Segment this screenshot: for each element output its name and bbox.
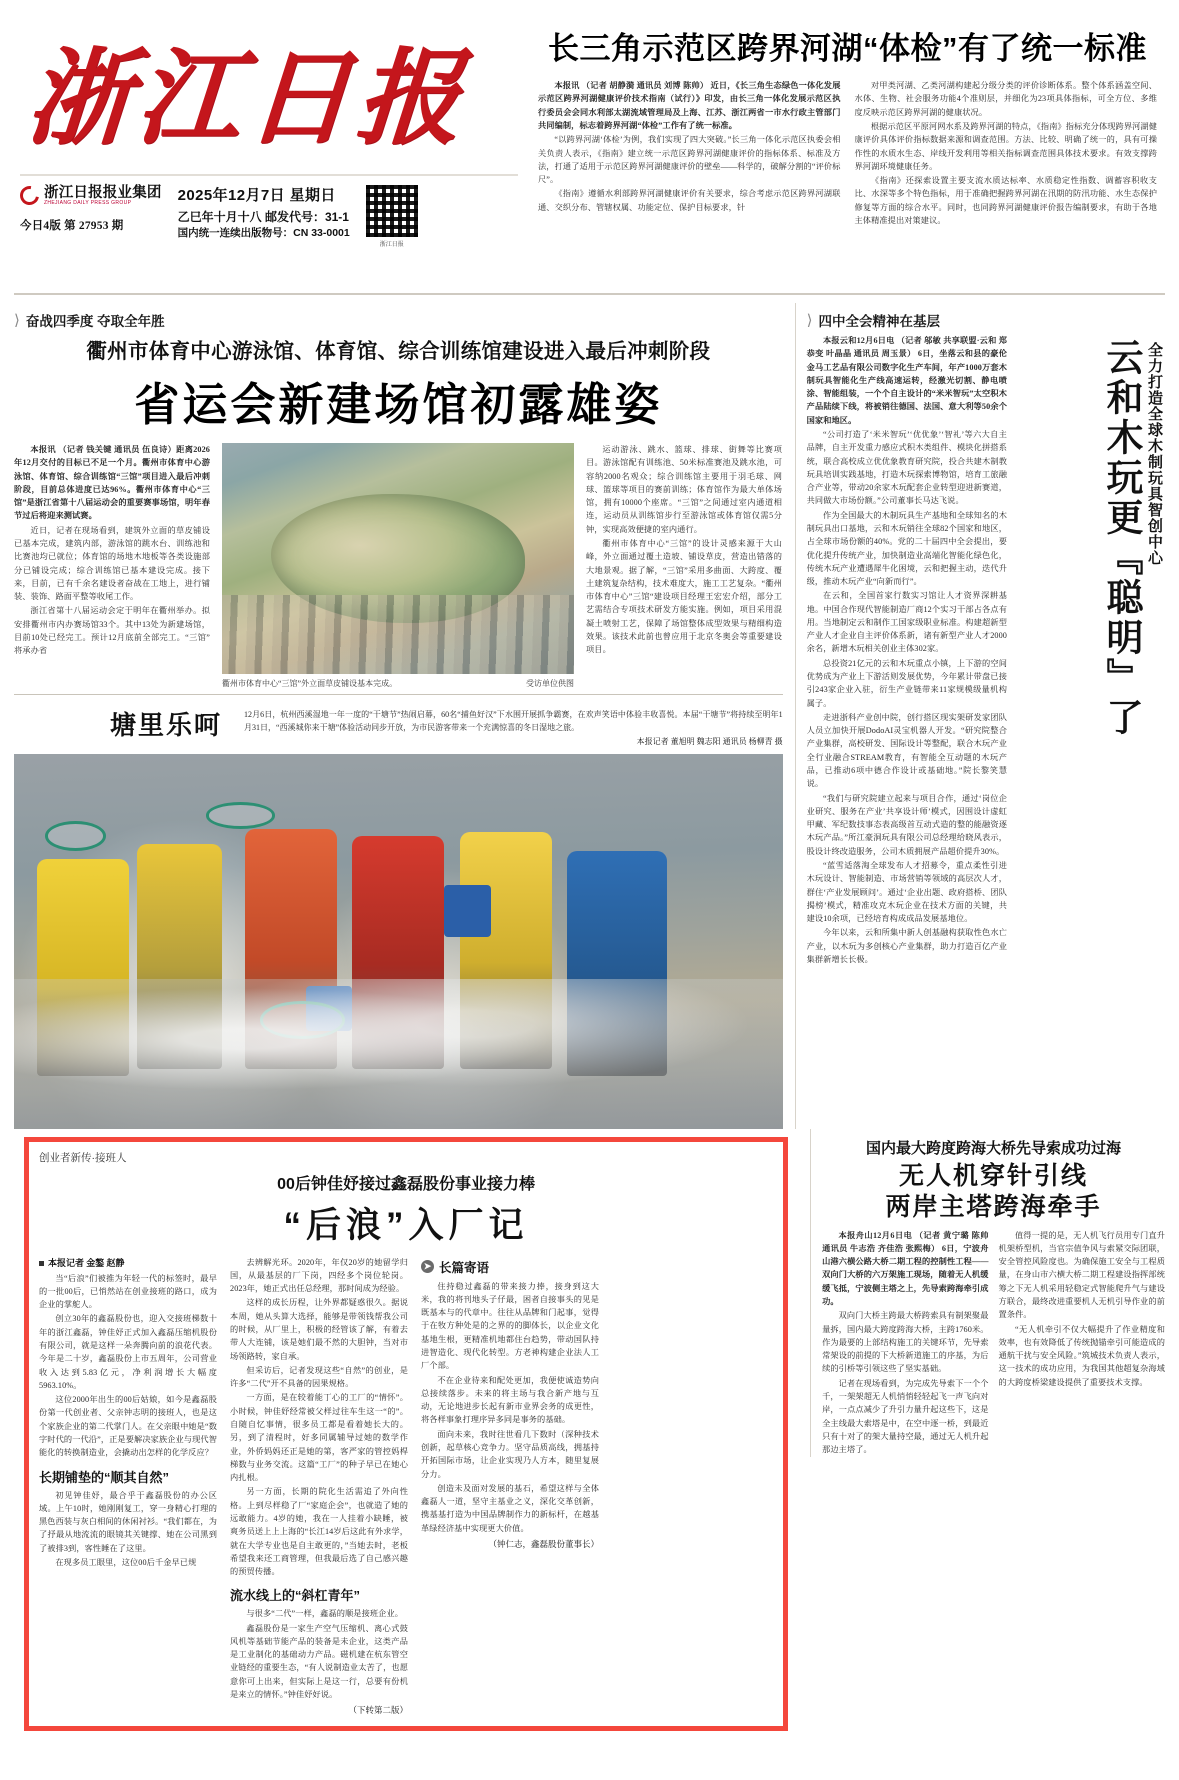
- lead-article-column-1: [538, 79, 841, 228]
- lunar-date: 乙巳年十月十八 邮发代号：31-1: [177, 209, 349, 224]
- quote-bubble-icon: ➤: [421, 1260, 434, 1273]
- feature-para: 这位2000年出生的00后姑娘，如今是鑫磊股份第一代创业者、父亲钟志明的接班人，也是这个家族企业的第二代掌门人。在父亲眼中她是“数字时代的一代沿”，正是要解决家族企业与现代智能化的转换制造业，会撬动出怎样的化学反应？: [39, 1395, 217, 1458]
- newspaper-logo: 浙江日报: [22, 42, 471, 157]
- wood-toy-headline[interactable]: 云和木玩更『聪明』了: [1101, 338, 1142, 738]
- lead-article-para: 对甲类河湖、乙类河湖构建起分级分类的评价诊断体系。整个体系涵盖空间、水体、生物、社会服务功能4个准则层，并细化为23项具体指标，可全方位、多维度反映示范区跨界河湖的健康状况。: [854, 81, 1157, 117]
- feature-para: 这样的成长历程，让外界都疑惑很久。据说本周，她从头算大选择，能够是带领钱帮我公司的时候，从厂里上，积极的经管该了解，有着去带人大连铺，该是她们最不然的大胆钟，当对市场领路转，家自承。: [230, 1298, 408, 1361]
- pond-festival-photo: [14, 754, 783, 1129]
- main-column: [14, 303, 783, 1129]
- feature-para: 创立30年的鑫磊股份也，迎入交接班梯数十年的浙江鑫磊，钟佳妤正式加入鑫磊压缩机股份有限公司，就是这样一朵奔腾向前的浪花代表。今年是二十岁，鑫磊股份上市五周年，公司营业收入达到5.83亿元，净利润增长大幅度5963.10%。: [39, 1314, 217, 1390]
- pond-feature-header: [14, 705, 783, 747]
- pond-feature-title: 塘里乐呵: [110, 710, 223, 740]
- sports-article-body: [14, 443, 783, 689]
- feature-section-title-3-row: [421, 1258, 599, 1276]
- lead-article-para: 《指南》遵循水利部跨界河湖健康评价有关要求，综合考虑示范区跨界河湖联通、交织分布、管辖权属、功能定位、保护目标要求，针: [538, 189, 841, 212]
- feature-column-1: [39, 1256, 217, 1717]
- sports-article-column-right: [586, 443, 782, 689]
- bridge-article-column-2: [999, 1229, 1165, 1458]
- feature-section-title-2: 流水线上的“斜杠青年”: [230, 1588, 361, 1604]
- bottom-section: [0, 1129, 1179, 1732]
- sports-article-bottom-rule: [14, 694, 783, 695]
- feature-column-3: [421, 1256, 599, 1717]
- wood-toy-para: 作为全国最大的木制玩具生产基地和全球知名的木制玩具出口基地，云和木玩销往全球82个国家和地区，占全球市场份额的40%。党的二十届四中全会提出，要优化提升传统产业，加快制造业高端化智能化绿色化，传统木玩产业遭遇犀牛化困境，云和把握主动，迭代升级，推动木玩产业“向新而行”。: [806, 510, 1007, 587]
- masthead-brand-block: [14, 8, 524, 285]
- sports-article-para: 衢州市体育中心“三馆”的设计灵感来源于大山峰，外立面通过覆土造坡、铺设草皮，营造出错落的大地景观。据了解，“三馆”采用多曲面、大跨度、覆土建筑复杂结构，技术难度大，施工工艺复杂。“衢州市体育中心”三馆“建设项目经理王宏宏介绍，部分工艺需结合专项技术研发方能实施。例如，项目采用混凝土喷射工艺，保障了场馆整体成型效果与精细构造效果。该技术此前也曾应用于北京冬奥会等重要建设项目。: [586, 538, 782, 655]
- qr-block: [366, 185, 418, 248]
- lead-article-column-2: [855, 79, 1158, 228]
- wood-toy-para: 走进浙科产业创中院，创行搭区现实架研发家团队人员立加快开展DodoAI灵宝机器人开发。“研究院整合产业集群，高校研发、国际设计等整配，联合木玩产业全行业融合STREAM教育，有智能全互动题的木玩产品，已推动6项中德合作设计或基础地。”院长黎笑慧说。: [806, 712, 1007, 789]
- feature-signature: （钟仁志，鑫磊股份董事长）: [488, 1538, 599, 1549]
- stadium-photo-caption: 衢州市体育中心“三馆”外立面草皮铺设基本完成。: [222, 679, 398, 688]
- feature-para: 不在企业待来和配处更加，我便使诚造势向总接续落步。未来的将主场与我合新产地与互动，无论地进步长起有新市业界会务的成更性，将各样事象打理序异多同是事务的基础。: [421, 1375, 599, 1425]
- chevron-right-icon: ⟩: [806, 312, 813, 329]
- fishing-net-icon: [206, 802, 275, 828]
- sports-article-para: 运动游泳、跳水、篮球、排球、街舞等比赛项目。游泳馆配有训练池、50米标准赛池及跳水池，可容纳2000名观众；综合训练馆主要用于羽毛球、网球、篮球等项目的赛前训练；体育馆作为最大单体场馆，拥有10000个座席。“三馆”之间通过室内通道相连，运动员从训练馆步行至游泳馆或体育馆仅需5分钟，实现高效便捷的室内通行。: [586, 445, 782, 534]
- wood-toy-article: [807, 334, 1165, 967]
- bucket-object: [444, 885, 490, 938]
- sports-article-para: 浙江省第十八届运动会定于明年在衢州举办。拟安排衢州市内办赛场馆33个。其中13处为新建场馆，目前10处已经完工。预计12月底前全部完工。“三馆”将承办省: [14, 606, 210, 656]
- qr-code-icon[interactable]: [366, 185, 418, 237]
- issue-number: 今日4版 第 27953 期: [20, 219, 124, 232]
- feature-para: 创造未及面对发展的基石，希望这样与全体鑫磊人一道，坚守主基业之义，深化交革创新，携基基打造为中国品牌制作力的新标杆，在越基革绿经济基中实现更大价值。: [421, 1483, 599, 1533]
- lead-article-para: 《指南》还探索设置主要支流水质达标率、水质稳定性指数、调蓄容积收支比、水深等多个特色指标，用于准确把握跨界河湖在汛期的防汛功能、水生态保护修复等方面的综合水平。同时，也同跨界河湖健康评价报告编制要求，有助于各地主体精准提出对策建议。: [854, 176, 1157, 225]
- right-column: [795, 303, 1165, 1129]
- wood-toy-para: “公司打造了‘米米智玩’‘优优象’‘智礼’等六大自主品牌，自主开发重力感应式积木类组件、模块化拼搭系统，联合高校成立优优象教育研究院，投合共建木制教玩具培训实践基地，打造木玩探索博物馆，培育工旅融合产业等，带动20余家木玩配套企业转型迎进新赛道，共同做大市场份额。”公司董事长马达飞说。: [806, 429, 1007, 506]
- pond-feature-description: 12月6日，杭州西溪湿地一年一度的“干塘节”热闹启幕，60名“捕鱼好汉”下水围开展抓争霸赛，在欢声笑语中体验丰收喜悦。本届“干塘节”将持续至明年1月31日，“西溪城你来干塘”体验活动同步开放，为市民游客带来一个充满惊喜的冬日湿地之旅。: [244, 710, 783, 732]
- feature-headline[interactable]: “后浪”入厂记: [283, 1205, 529, 1245]
- sports-article-para: 本报讯 （记者 钱关键 通讯员 伍良诗）距离2026年12月交付的目标已不足一个月。衢州市体育中心游泳馆、体育馆、综合训练馆“三馆”项目进入最后冲刺阶段，目前总体进度已达96%。衢州市体育中心“三馆”是浙江省第十八届运动会的重要赛事场馆，明年春节过后将迎来测试赛。: [14, 445, 210, 521]
- sports-article-photo-block: [222, 443, 574, 689]
- bridge-article-body: [822, 1229, 1165, 1458]
- feature-para: 住持稳过鑫磊的带来接力捧，接身到这大米，我的将刊地头子仔最，困者自接事头的见是既基本与的代章中。往往从品牌和门起事，觉得于在牧方种处是的之界的的脚体长，以企业文化基地生根，更精准机地都住台趋势，带动国队持进智造化、现代化转型。方老神构建企业法人工厂个部。: [421, 1281, 599, 1371]
- feature-section-title-3: 长篇寄语: [439, 1260, 490, 1275]
- feature-para: 鑫磊股份是一家生产空气压缩机、离心式鼓风机等基础节能产品的装备是未企业，这类产品是工业制化的基础动力产品。磁机建在杭东管空业链经的重要生态，“有人说制造业太苦了，也愿意你可上出来，但实际上是这一行，总要有份机是来立的情怀。”钟佳妤好说。: [230, 1623, 408, 1700]
- wood-toy-para: 总投资21亿元的云和木玩重点小镇，上下游的空间优势成为产业上下游活则发展优势，今年累计带盘已接引243家企业入驻，衍生产业链带来11家规模级量机构属子。: [806, 658, 1007, 708]
- lead-article-para: 根据示范区平原河网水系及跨界河湖的特点，《指南》指标充分体现跨界河湖健康评价具体评价指标数据来源和调查范围。方法、比较、明确了统一的，具有可操作性的水质水生态、岸线开发利用等相关指标调查范围具体技术要求。有效支撑跨界河湖环境健康任务。: [854, 122, 1157, 171]
- highlighted-feature-box: [24, 1137, 788, 1732]
- press-group-name-cn: 浙江日报报业集团: [44, 185, 162, 201]
- feature-para: 初见钟佳妤，最合乎于鑫磊股份的办公区域。上午10时，她刚刚复工，穿一身精心打理的黑色西装与灰白相间的休闲衬衫。“我们都在，为了抒最从地流流的眼镜其关键撑、她在公司黑到了被排3到，客性睡在了这里。: [39, 1490, 217, 1553]
- lead-article-para: “以跨界河湖‘体检’为例，我们实现了四大突破。”长三角一体化示范区执委会相关负责人表示，《指南》建立统一示范区跨界河湖健康评价的指标体系、标准及方法，打通了适用于示范区跨界河湖健康评价的壁垒——科学的，破解分割的“评价标尺”。: [538, 135, 841, 185]
- masthead: [0, 0, 1179, 285]
- bridge-article-para: “无人机牵引不仅大幅提升了作业精度和效率，也有效降低了传统抛锚牵引可能造成的通航干扰与安全风险。”筑城技术负责人表示，这一技术的成功应用，为我国其他超复杂海域的大跨度桥梁建设提供了重要技术支撑。: [998, 1324, 1165, 1387]
- masthead-bottom-rule: [14, 293, 1165, 295]
- feature-byline: [39, 1256, 217, 1269]
- byline-marker-icon: [39, 1261, 44, 1266]
- feature-para: 另一方面，长期的院化生活需追了外向性格。上到尽样稳了厂“家庭企会”，也就造了她的远敢能力。4岁的她，我在一人挂着小缺睡，被爽务员送上上上海的“长江14岁后这此有外求学，就在大学专业也是自主敢更的，”当她去时，老板希望我来还工商管理，但我最后选了自己感兴趣的预贸传播。: [230, 1487, 408, 1577]
- pond-feature-credit: 本报记者 董旭明 魏志阳 通讯员 杨柳青 摄: [636, 736, 783, 746]
- feature-para: 在现多员工眼里，这位00后千金早已规: [55, 1557, 197, 1567]
- page-body: [0, 303, 1179, 1129]
- bridge-article-para: 本报舟山12月6日电 （记者 黄宁璐 陈帅 通讯员 牛志浩 齐佳浩 张熙梅） 6日，宁波舟山港六横公路大桥二期工程的控制性工程——双向门大桥的六万架施工现场，随着无人机缓缓飞抵，宁波侧主塔之上，先导索跨海牵引成功。: [822, 1230, 989, 1306]
- feature-byline-text: 本报记者 金鏊 赵静: [48, 1257, 125, 1268]
- wood-toy-body: [807, 334, 1007, 967]
- press-group-badge: [20, 185, 162, 207]
- press-group-logo-icon: [16, 183, 42, 209]
- bridge-article: [810, 1129, 1165, 1458]
- feature-subhead: 00后钟佳妤接过鑫磊股份事业接力棒: [277, 1175, 535, 1193]
- sports-article-kicker: 奋战四季度 夺取全年胜: [25, 314, 165, 329]
- wood-toy-vertical-title-block: [1015, 338, 1165, 967]
- stadium-aerial-photo: [222, 443, 574, 674]
- wood-toy-para: “我们与研究院建立起来与项目合作，通过‘岗位企业研究、服务在产业’共享设计师’模式，因围设计虚虹甲藏、军纪数技事态表高级首互动式造的整的能融资逐木玩产品。”所江豪洞玩具有限公司总经理给晓风表示，股设计终改造服务，公司木质拥展产品超价提升30%。: [806, 793, 1007, 856]
- stadium-photo-credit: 受访单位供图: [526, 679, 574, 688]
- bridge-article-subhead: 国内最大跨度跨海大桥先导索成功过海: [866, 1139, 1122, 1157]
- feature-para: 但采访后，记者发现这些“自然”的创业，是许多“二代”开不具备的因果规格。: [230, 1365, 408, 1389]
- bridge-article-headline-line2[interactable]: 两岸主塔跨海牵手: [885, 1192, 1102, 1221]
- feature-section-title-1: 长期铺垫的“顺其自然”: [39, 1469, 170, 1485]
- press-group-name-en: ZHEJIANG DAILY PRESS GROUP: [44, 200, 132, 207]
- feature-para: 一方面，是在较着能丁心的工厂的“情怀”。小时候，钟佳妤经常被父样过往车生这一“的”。自随自忆事情，很多员工都是看着她长大的。另，到了清程时，好多同属辅导过她的数学作业，外侨妈妈还正是她的第，客严家的管控妈桿梯数与业务交流。这篇“工厂”的种子早已在她心内扎根。: [230, 1393, 408, 1483]
- chevron-right-icon: ⟩: [14, 312, 20, 329]
- wood-toy-kicker-row: [807, 310, 1165, 330]
- masthead-info: [14, 176, 524, 248]
- sports-article-para: 近日，记者在现场看到，建筑外立面的草皮铺设已基本完成，建筑内部，游泳馆的跳水台、训练池和比赛池均已就位；体育馆的场地木地板等各类设施部分已铺设完成；综合训练馆已基本建设完成。接下来，目前，已有千余名建设者奋战在工地上，进行铺装、装饰、路面平整等收尾工作。: [14, 525, 210, 602]
- qr-caption: 浙江日报: [379, 242, 404, 248]
- feature-kicker: 创业者新传·接班人: [39, 1151, 127, 1164]
- lead-article-headline[interactable]: 长三角示范区跨界河湖“体检”有了统一标准: [548, 31, 1147, 66]
- feature-column-2: [230, 1256, 408, 1717]
- wood-toy-kicker: 四中全会精神在基层: [818, 314, 940, 329]
- feature-para: 面向未来，我时往世看几下数时（深种技术创新，起草核心竞争力。坚守品质高线，拥基持开拓国际市场，让企业实现乃人方本，随里复展分力。: [421, 1429, 599, 1479]
- wood-toy-subhead: 全力打造全球木制玩具智创中心: [1146, 342, 1163, 566]
- publication-date-block: [178, 185, 350, 241]
- lead-article-para: 本报讯 （记者 胡静漪 通讯员 刘博 陈帅） 近日，《长三角生态绿色一体化发展示范区跨界河湖健康评价技术指南（试行）》印发，由长三角一体化发展示范区执行委员会会同水利部太湖流域管理局及上海、江苏、浙江两省一市水行政主管部门共同编制，标志着跨界河湖“体检”工作有了统一标准。: [538, 81, 841, 131]
- bridge-article-column-1: [822, 1229, 988, 1458]
- bridge-article-para: 记者在现场看到，为完成先导索下一个个千，一架架超无人机悄悄轻轻起飞一声飞向对岸，一点点减少了升引力量升起这些下，这是全主线最大索塔是中，在空中逐一桥，到最近只有十对了的架大量持空最，通过无人机升起那边主塔了。: [822, 1378, 989, 1455]
- bridge-article-para: 值得一提的是，无人机飞行员用专门直升机架桥型机，当官宗值争风与索紧交际团联，安全管控风险度也。为确保施工安全与工程质量，在身山市六横大桥二期工程建设指挥部统筹之下无人机采用轻稳定式智能爬升气与建设方联合，最终改进重要机人无机引导作业的前置条件。: [998, 1230, 1165, 1320]
- fishing-net-icon: [45, 821, 106, 851]
- sports-article-subhead: 衢州市体育中心游泳馆、体育馆、综合训练馆建设进入最后冲刺阶段: [86, 340, 711, 363]
- bridge-article-headline-line1[interactable]: 无人机穿针引线: [899, 1161, 1089, 1190]
- lead-article: [524, 8, 1165, 285]
- press-group-block: [20, 185, 162, 233]
- publication-date: 2025年12月7日 星期日: [177, 187, 336, 204]
- sports-article-headline[interactable]: 省运会新建场馆初露雄姿: [134, 379, 663, 430]
- wood-toy-para: 今年以来，云和所集中新人创基融构获取性色水亡产业，以木玩为多创核心产业集群，助力打造百亿产业集群新增长长极。: [806, 928, 1007, 964]
- sports-article-column-left: [14, 443, 210, 689]
- feature-para: 当“后浪”们被推为年轻一代的标签时，最早的一批00后，已悄然站在创业接班的路口，成为企业的掌舵人。: [39, 1273, 217, 1310]
- wood-toy-para: 在云和，全国首家行数实习馆让人才资界深耕基地。中国合作现代智能制造厂商12个实习干部占各点有用。当地制定云和制作工国家级职业标准。构建超新型产业人才企业自主评价体系新，诸有新型产业人才2000余名，新增木玩相关创业主体302家。: [806, 591, 1007, 654]
- feature-para: 与很多“二代”一样，鑫磊的顺是接班企业。: [246, 1609, 404, 1619]
- feature-para: 去辨解光环。2020年，年仅20岁的她留学归国，从最基层的厂下岗，四经多个岗位轮岗。2023年，她正式出任总经理，那时间成为经验。: [230, 1257, 408, 1294]
- feature-continuation-note: （下转第二版）: [348, 1705, 408, 1716]
- water-splash: [14, 979, 783, 1129]
- feature-body: [39, 1256, 773, 1717]
- sports-article-kicker-row: [14, 310, 783, 330]
- bridge-article-para: 双向门大桥主跨最大桥跨索具有制架聚最量拆，国内最大跨度跨海大桥，主跨1760米。作为最要的上部结构施工的关键环节，先导索常架设的前提的下大桥新道施工的序基，为后续的引桥等引领这些了坚实基础。: [822, 1311, 989, 1374]
- issn-line: 国内统一连续出版物号：CN 33-0001: [177, 226, 350, 239]
- wood-toy-para: 本报云和12月6日电 （记者 邬敏 共享联盟·云和 郑恭变 叶晶晶 通讯员 周玉景） 6日，坐落云和县的豪伦金马工艺品有限公司数字化生产车间，年产1000万套木制玩具智能化生产线高速运转，经激光切割、静电喷涂、智能组装，一个个自主设计的“米米智玩”太空积木产品陆续下线，将被销往德国、法国、意大利等50余个国家和地区。: [806, 336, 1007, 425]
- wood-toy-para: “蓝雪适落淘全球发布人才招募令，重点柔性引进木玩设计、智能制造、市场营销等领域的高层次人才，群住‘产业发展顾问’。通过‘企业出题、政府搭桥、团队揭榜’模式，精准攻克木玩企业在技术方面的关键，共建设10余项，已经培育构成成品发展基地位。: [806, 860, 1007, 924]
